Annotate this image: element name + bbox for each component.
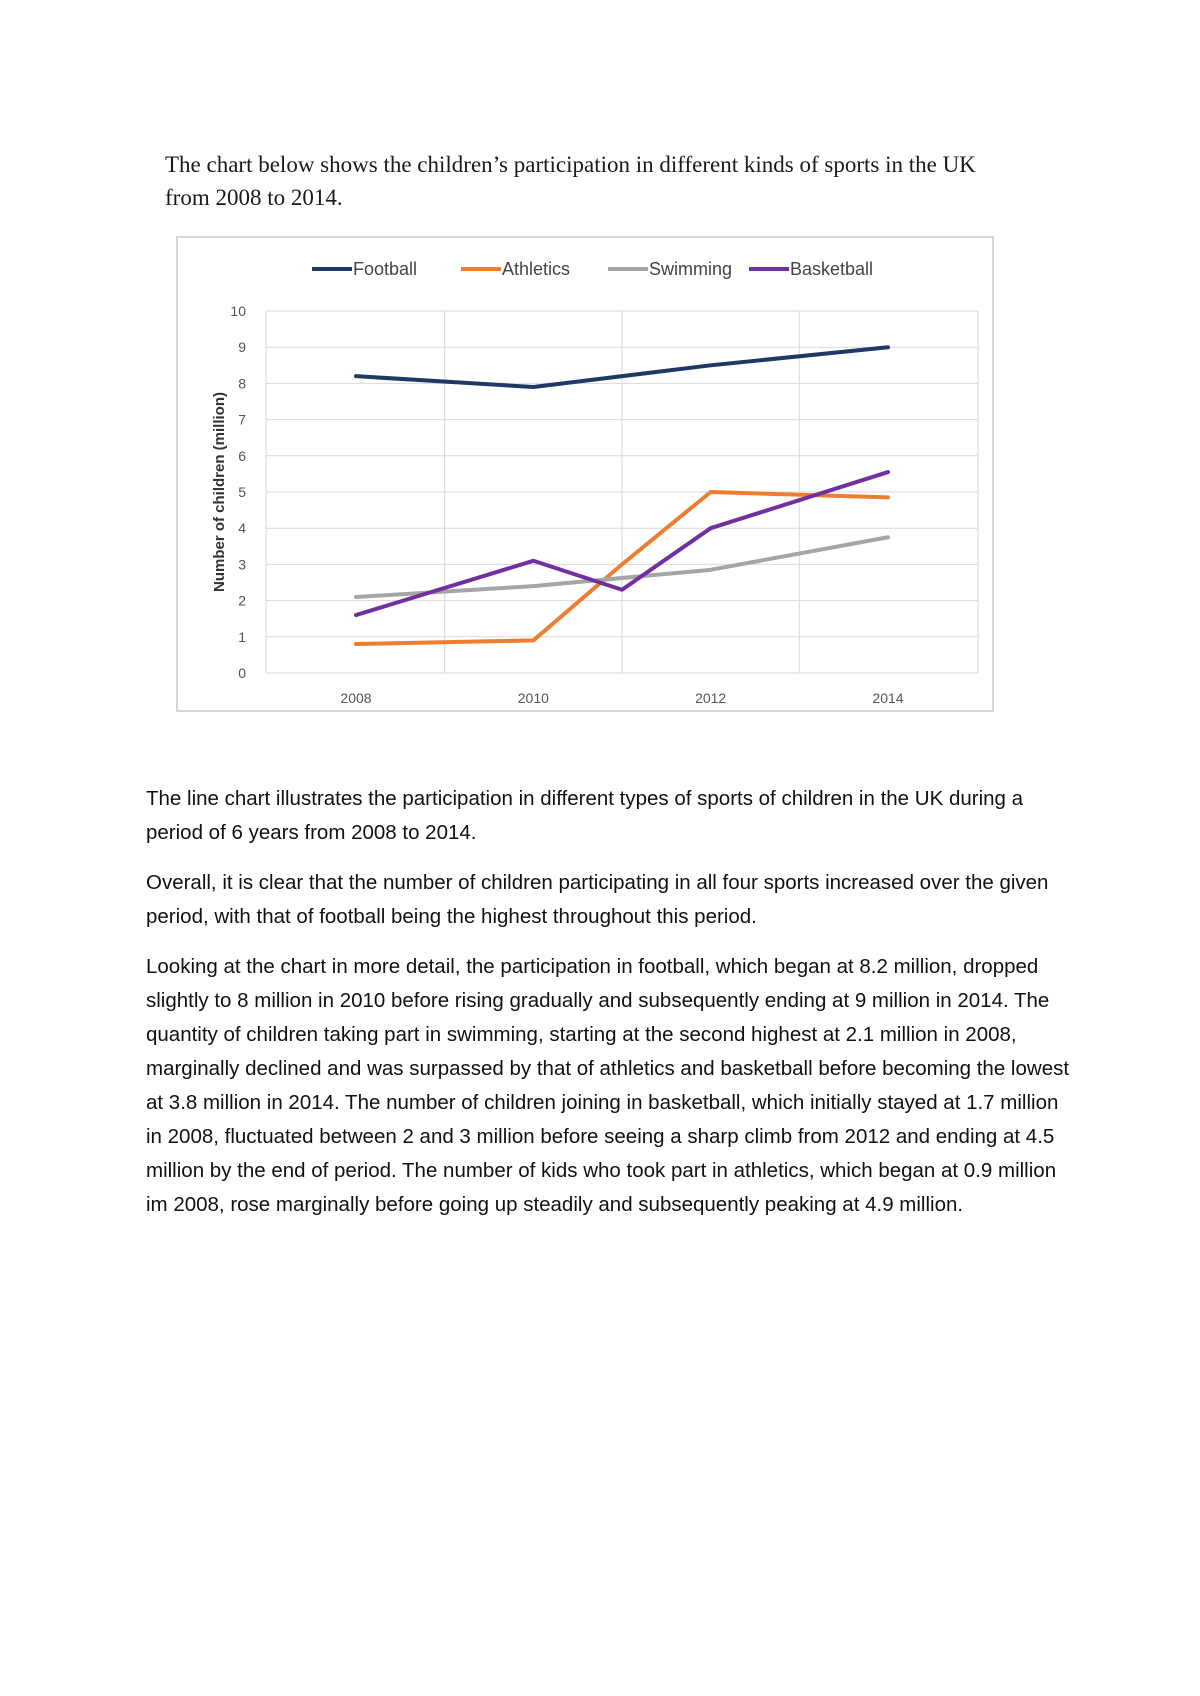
legend-label-basketball: Basketball	[790, 259, 874, 279]
legend-label-swimming: Swimming	[649, 259, 733, 279]
y-tick-label: 3	[238, 556, 246, 573]
task-prompt-line-2: from 2008 to 2014.	[165, 185, 343, 210]
y-tick-label: 5	[238, 484, 246, 500]
y-tick-label: 6	[238, 447, 246, 464]
legend-label-athletics: Athletics	[502, 259, 571, 279]
x-tick-label: 2014	[872, 690, 904, 706]
y-tick-label: 7	[238, 411, 246, 428]
essay-paragraph-2: Overall, it is clear that the number of children participating in all four sports increased over the given period, with that of football being the highest throughout this period.	[146, 871, 1049, 928]
y-axis-label: Number of children (million)	[211, 391, 228, 593]
x-tick-label: 2010	[517, 690, 549, 706]
line-chart-svg	[178, 238, 992, 710]
essay-paragraph-1: The line chart illustrates the participation in different types of sports of children in the UK during a period of 6 years from 2008 to 2014.	[146, 787, 1024, 844]
y-tick-label: 8	[238, 375, 246, 392]
y-tick-label: 10	[230, 303, 246, 319]
legend-label-football: Football	[353, 259, 418, 279]
essay-paragraph-3: Looking at the chart in more detail, the participation in football, which began at 8.2 million, dropped slightly to 8 million in 2010 before rising gradually and subsequently ending at 9 million in 2014. The quantity of children taking part in swimming, starting at the second highest at 2.1 million in 2008, marginally declined and was surpassed by that of athletics and basketball before becoming the lowest at 3.8 million in 2014. The number of children joining in basketball, which initially stayed at 1.7 million in 2008, fluctuated between 2 and 3 million before seeing a sharp climb from 2012 and ending at 4.5 million by the end of period. The number of kids who took part in athletics, which began at 0.9 million im 2008, rose marginally before going up steadily and subsequently peaking at 4.9 million.	[146, 955, 1070, 1216]
line-chart	[176, 236, 994, 712]
essay	[146, 782, 1076, 1238]
x-tick-label: 2008	[340, 690, 372, 706]
y-tick-label: 9	[238, 339, 246, 356]
x-tick-label: 2012	[695, 690, 727, 706]
task-prompt-line-1: The chart below shows the children’s participation in different kinds of sports in the UK	[165, 152, 976, 177]
y-tick-label: 1	[238, 628, 246, 645]
y-tick-label: 4	[238, 520, 246, 537]
task-prompt	[165, 148, 1045, 214]
y-tick-label: 2	[238, 592, 246, 609]
y-tick-label: 0	[238, 665, 246, 681]
